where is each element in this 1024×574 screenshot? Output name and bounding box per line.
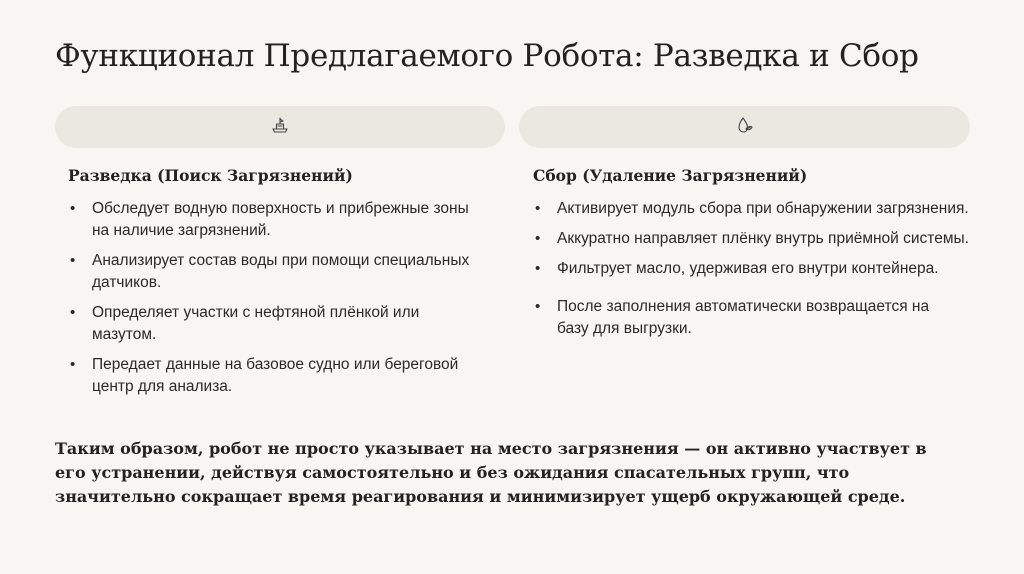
oil-drop-leaf-icon bbox=[735, 115, 755, 140]
ship-icon bbox=[270, 115, 290, 140]
list-item: • Активирует модуль сбора при обнаружении загрязнения. bbox=[533, 198, 973, 220]
list-item: • Обследует водную поверхность и прибрежные зоны на наличие загрязнений. bbox=[68, 198, 483, 242]
collection-icon-banner bbox=[519, 106, 970, 148]
reconnaissance-heading: Разведка (Поиск Загрязнений) bbox=[68, 166, 353, 185]
list-item: • Определяет участки с нефтяной плёнкой или мазутом. bbox=[68, 302, 483, 346]
page-title: Функционал Предлагаемого Робота: Разведка и Сбор bbox=[55, 38, 919, 74]
collection-list bbox=[533, 198, 973, 348]
collection-heading: Сбор (Удаление Загрязнений) bbox=[533, 166, 808, 185]
list-item: • Фильтрует масло, удерживая его внутри контейнера. bbox=[533, 258, 973, 280]
reconnaissance-list bbox=[68, 198, 483, 406]
list-item: • Анализирует состав воды при помощи специальных датчиков. bbox=[68, 250, 483, 294]
list-item: • Передает данные на базовое судно или береговой центр для анализа. bbox=[68, 354, 483, 398]
reconnaissance-icon-banner bbox=[55, 106, 505, 148]
list-item: • После заполнения автоматически возвращается на базу для выгрузки. bbox=[533, 296, 947, 340]
conclusion-text: Таким образом, робот не просто указывает на место загрязнения — он активно участвует в его устранении, действуя самостоятельно и без ожидания спасательных групп, что значительно сокращает время реагирования и минимизирует ущерб окружающей среде. bbox=[55, 439, 927, 506]
list-item: • Аккуратно направляет плёнку внутрь приёмной системы. bbox=[533, 228, 973, 250]
